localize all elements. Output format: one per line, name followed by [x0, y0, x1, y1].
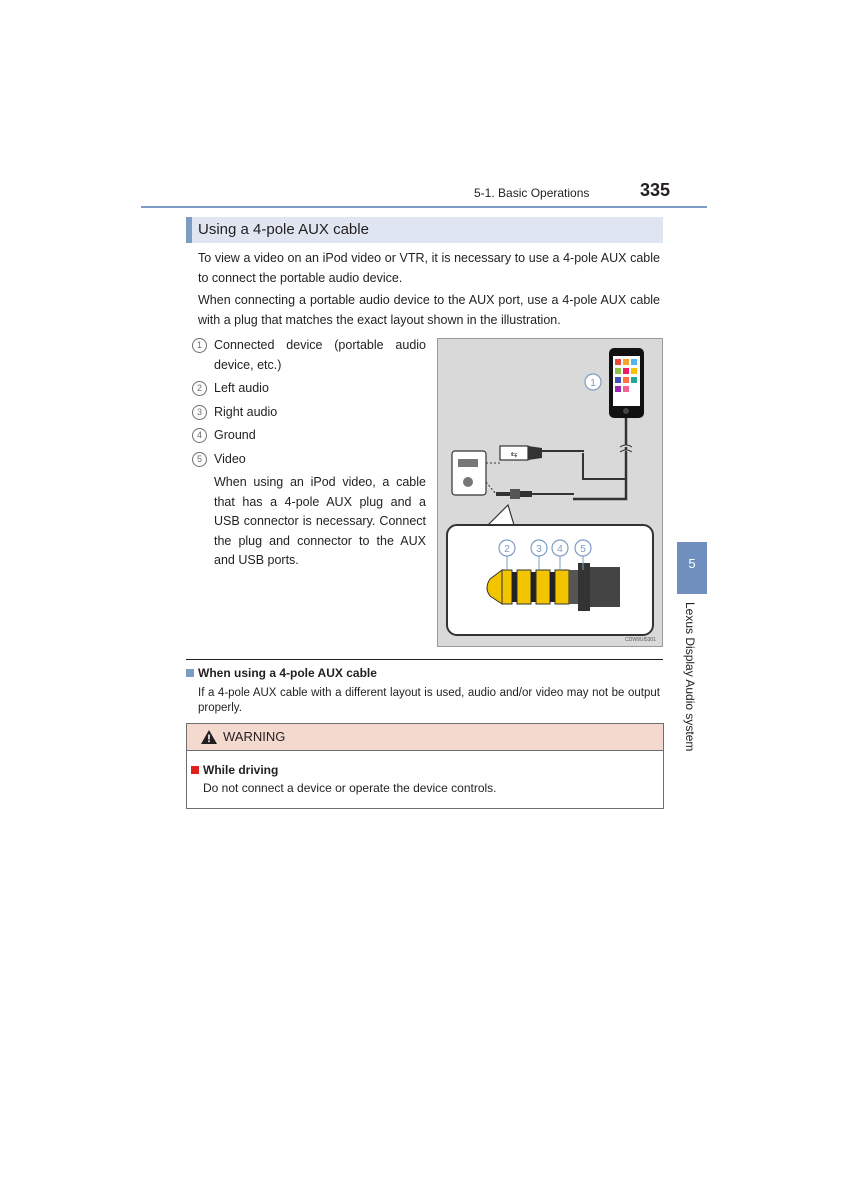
- figure-code: CDW9UI5301: [625, 637, 656, 643]
- svg-text:4: 4: [557, 544, 563, 555]
- aux-plug-icon: [496, 489, 574, 499]
- warning-triangle-icon: [200, 729, 218, 745]
- list-item: [190, 450, 426, 470]
- item-number-badge: 3: [192, 405, 207, 420]
- warning-text: Do not connect a device or operate the device controls.: [203, 781, 497, 795]
- item-text: Video: [214, 451, 246, 466]
- note-heading: [186, 666, 377, 680]
- item-number-badge: 5: [192, 452, 207, 467]
- item-note: When using an iPod video, a cable that has a 4-pole AUX plug and a USB connector is necessary. Connect the plug and connector to the AUX and USB ports.: [214, 475, 426, 567]
- usb-connector-icon: [500, 446, 584, 460]
- phone-icon: [609, 348, 644, 418]
- intro-paragraph-2: When connecting a portable audio device to the AUX port, use a 4-pole AUX cable with a plug that matches the exact layout shown in the illustration.: [198, 293, 660, 327]
- note-body: If a 4-pole AUX cable with a different layout is used, audio and/or video may not be output properly.: [198, 687, 660, 714]
- phone-cable: [573, 418, 626, 499]
- usb-cable: [583, 451, 626, 479]
- intro-paragraph-1: To view a video on an iPod video or VTR, it is necessary to use a 4-pole AUX cable to connect the portable audio device.: [198, 251, 660, 285]
- list-item: [190, 426, 426, 446]
- item-number-badge: 2: [192, 381, 207, 396]
- note-separator: [186, 659, 663, 660]
- section-title-bar: [186, 217, 663, 243]
- header-rule: [141, 206, 707, 208]
- item-text: Left audio: [214, 381, 269, 395]
- chapter-tab-number: 5: [688, 556, 696, 571]
- item-text: Connected device (portable audio device, etc.): [214, 338, 426, 372]
- component-list: [190, 336, 426, 571]
- note-heading-text: When using a 4-pole AUX cable: [198, 666, 377, 680]
- warning-subheading: [191, 763, 278, 777]
- page-number: 335: [640, 180, 671, 200]
- svg-text:5: 5: [580, 544, 586, 555]
- svg-text:2: 2: [504, 544, 510, 555]
- item-number-badge: 4: [192, 428, 207, 443]
- illustration-svg: [438, 339, 662, 646]
- callout-1: [585, 374, 601, 390]
- item-number-badge: 1: [192, 338, 207, 353]
- list-item: [190, 403, 426, 423]
- item-text: Right audio: [214, 404, 278, 419]
- warning-header: [187, 724, 663, 751]
- chapter-tab-label: Lexus Display Audio system: [683, 602, 697, 752]
- note-marker-icon: [186, 669, 194, 677]
- zoom-pointer: [488, 505, 514, 525]
- list-item: [190, 379, 426, 399]
- header-section-title: 5-1. Basic Operations: [474, 186, 590, 200]
- svg-text:3: 3: [536, 544, 542, 555]
- connection-dash-lines: [486, 463, 500, 494]
- item-text: Ground: [214, 428, 256, 442]
- chapter-tab: [677, 542, 707, 594]
- warning-marker-icon: [191, 766, 199, 774]
- warning-subheading-text: While driving: [203, 763, 279, 777]
- svg-text:1: 1: [590, 378, 596, 389]
- list-item: [190, 336, 426, 375]
- aux-cable-illustration: [437, 338, 663, 647]
- port-panel-icon: [452, 451, 486, 495]
- svg-text:⇆: ⇆: [510, 450, 518, 459]
- warning-label: WARNING: [223, 729, 286, 744]
- section-title: Using a 4-pole AUX cable: [198, 221, 369, 238]
- warning-box: [186, 723, 664, 809]
